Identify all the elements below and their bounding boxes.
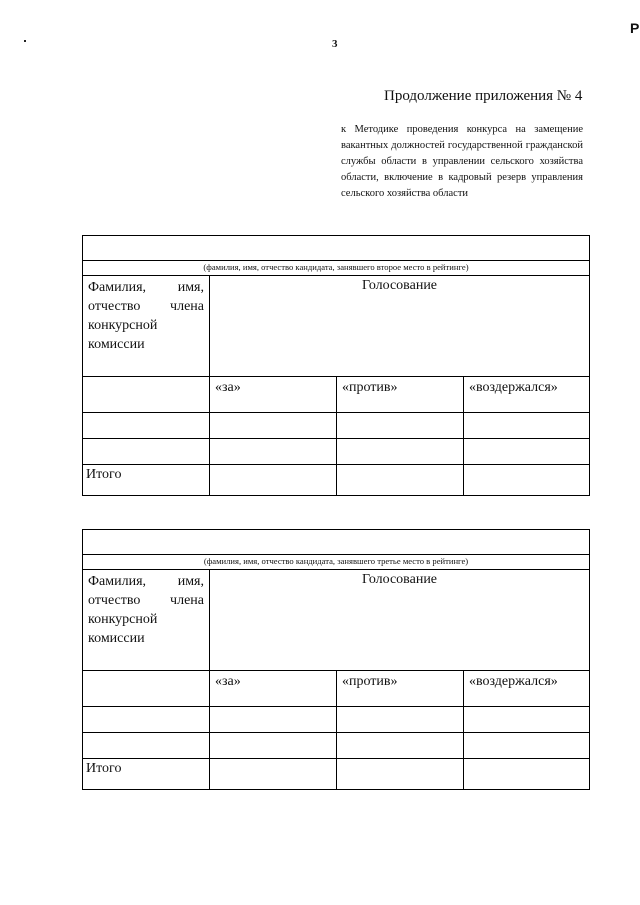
- table-cell[interactable]: [83, 439, 210, 465]
- total-label: Итого: [83, 465, 210, 496]
- table-row: [83, 707, 590, 733]
- page-number: 3: [332, 38, 338, 50]
- table-cell[interactable]: [337, 439, 464, 465]
- voting-header: Голосование: [210, 276, 590, 377]
- member-header: [83, 276, 210, 377]
- option-against: «против»: [337, 377, 464, 413]
- member-header-word: комиссии: [88, 337, 145, 352]
- member-header: [83, 570, 210, 671]
- table-cell[interactable]: [464, 759, 590, 790]
- table-cell[interactable]: [464, 733, 590, 759]
- voting-table-second-place: [82, 235, 590, 496]
- option-abstain: «воздержался»: [464, 671, 590, 707]
- table-cell[interactable]: [464, 439, 590, 465]
- member-header-word: отчество: [88, 299, 141, 314]
- table-cell[interactable]: [210, 413, 337, 439]
- candidate-caption: (фамилия, имя, отчество кандидата, занявшего третье место в рейтинге): [83, 555, 590, 570]
- table-cell[interactable]: [464, 413, 590, 439]
- corner-mark: P: [630, 20, 640, 36]
- table-cell[interactable]: [210, 439, 337, 465]
- table-cell[interactable]: [337, 733, 464, 759]
- table-cell[interactable]: [337, 707, 464, 733]
- table-cell[interactable]: [83, 413, 210, 439]
- appendix-subheading: к Методике проведения конкурса на замещение вакантных должностей государственной гражданской службы области в управлении сельского хозяйства области, включение в кадровый резерв управления сельского хозяйства области: [341, 124, 583, 199]
- option-for: «за»: [210, 377, 337, 413]
- table-cell[interactable]: [337, 759, 464, 790]
- member-header-word: члена: [170, 299, 204, 314]
- member-name-cell[interactable]: [83, 671, 210, 707]
- option-against: «против»: [337, 671, 464, 707]
- table-cell[interactable]: [464, 465, 590, 496]
- voting-header: Голосование: [210, 570, 590, 671]
- table-row: [83, 413, 590, 439]
- table-cell[interactable]: [83, 707, 210, 733]
- scan-dot: [24, 40, 26, 42]
- candidate-caption: (фамилия, имя, отчество кандидата, занявшего второе место в рейтинге): [83, 261, 590, 276]
- member-name-cell[interactable]: [83, 377, 210, 413]
- member-header-word: имя,: [177, 574, 204, 589]
- member-header-word: имя,: [177, 280, 204, 295]
- option-for: «за»: [210, 671, 337, 707]
- member-header-word: конкурсной: [88, 318, 158, 333]
- table-row: [83, 439, 590, 465]
- table-cell[interactable]: [210, 759, 337, 790]
- total-row: [83, 759, 590, 790]
- voting-table-third-place: [82, 529, 590, 790]
- member-header-word: Фамилия,: [88, 574, 147, 589]
- table-cell[interactable]: [337, 413, 464, 439]
- table-cell[interactable]: [210, 733, 337, 759]
- table-cell[interactable]: [464, 707, 590, 733]
- table-cell[interactable]: [210, 465, 337, 496]
- option-abstain: «воздержался»: [464, 377, 590, 413]
- table-cell[interactable]: [210, 707, 337, 733]
- table-cell[interactable]: [83, 733, 210, 759]
- candidate-name-field[interactable]: [83, 530, 590, 555]
- member-header-word: конкурсной: [88, 612, 158, 627]
- candidate-name-field[interactable]: [83, 236, 590, 261]
- total-label: Итого: [83, 759, 210, 790]
- member-header-word: комиссии: [88, 631, 145, 646]
- member-header-word: отчество: [88, 593, 141, 608]
- member-header-word: Фамилия,: [88, 280, 147, 295]
- table-row: [83, 733, 590, 759]
- appendix-heading: Продолжение приложения № 4: [384, 88, 583, 104]
- total-row: [83, 465, 590, 496]
- member-header-word: члена: [170, 593, 204, 608]
- table-cell[interactable]: [337, 465, 464, 496]
